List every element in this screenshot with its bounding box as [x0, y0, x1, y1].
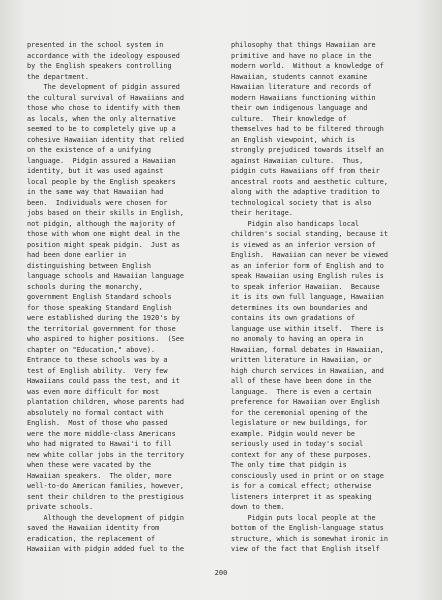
text-line: language schools and Hawaiian language: [27, 272, 185, 280]
text-line: an English viewpoint, which is: [231, 135, 355, 144]
text-line: bottom of the English-language status: [231, 524, 384, 532]
text-line: were the more middle-class Americans: [27, 429, 176, 438]
text-line: primitive and have no place in the: [231, 51, 372, 60]
text-line: schools during the monarchy,: [27, 282, 143, 291]
text-line: strongly prejudiced towards itself an: [231, 146, 384, 154]
text-line: in the same way that Hawaiian had: [27, 188, 164, 196]
text-line: culture. Their knowledge of: [231, 114, 347, 123]
text-line: English. Hawaiian can never be viewed: [231, 251, 389, 259]
right-text-column: [231, 40, 424, 555]
text-line: contains its own gradations of: [231, 314, 355, 322]
text-line: language. There is even a certain: [231, 387, 372, 396]
text-line: those with whom one might deal in the: [27, 230, 180, 238]
page-number: 200: [214, 569, 228, 577]
text-line: private schools.: [27, 503, 94, 511]
text-line: as locals, when the only alternative: [27, 114, 176, 123]
text-line: jobs based on their skills in English,: [27, 209, 185, 217]
text-line: as an inferior form of English and to: [231, 261, 384, 270]
text-line: is for a comical effect; otherwise: [231, 482, 372, 490]
text-line: Hawaiian with pidgin added fuel to the: [27, 545, 185, 553]
text-line: Entrance to these schools was by a: [27, 356, 168, 364]
text-line: absolutely no formal contact with: [27, 408, 164, 417]
text-line: for the ceremonial opening of the: [231, 408, 368, 417]
text-line: chapter on "Education," above).: [27, 345, 156, 354]
text-line: who had migrated to Hawai'i to fill: [27, 440, 172, 448]
text-line: example. Pidgin would never be: [231, 429, 355, 438]
text-line: well-to-do American families, however,: [27, 482, 185, 490]
text-line: all of these have been done in the: [231, 377, 372, 385]
text-line: The only time that pidgin is: [231, 461, 347, 469]
text-line: along with the adaptive tradition to: [231, 188, 380, 196]
text-line: for those speaking Standard English: [27, 303, 172, 312]
text-line: Hawaiian speakers. The older, more: [27, 471, 172, 480]
text-line: seriously used in today's social: [231, 440, 364, 448]
text-line: plantation children, whose parents had: [27, 398, 185, 406]
text-line: Hawaiian, formal debates in Hawaiian,: [231, 345, 384, 354]
text-line: been. Individuals were chosen for: [27, 198, 168, 207]
text-line: sent their children to the prestigious: [27, 492, 185, 501]
text-line: identity, but it was used against: [27, 167, 164, 175]
text-line: modern world. Without a knowledge of: [231, 62, 384, 70]
text-line: view of the fact that English itself: [231, 545, 380, 553]
text-line: those who chose to identify with them: [27, 104, 180, 112]
text-line: presented in the school system in: [27, 41, 164, 49]
text-line: no anomaly to having an opera in: [231, 335, 364, 343]
text-line: the territorial government for those: [27, 324, 176, 333]
text-line: on the existence of a unifying: [27, 146, 151, 154]
text-line: speak Hawaiian using English rules is: [231, 272, 384, 280]
text-line: Hawaiians could pass the test, and it: [27, 377, 180, 385]
text-line: The development of pidgin assured: [27, 83, 180, 91]
text-line: ancestral roots and aesthetic culture,: [231, 177, 389, 186]
text-line: test of English ability. Very few: [27, 366, 168, 375]
text-line: new white collar jobs in the territory: [27, 450, 185, 459]
text-line: government English Standard schools: [27, 293, 172, 301]
text-line: it is its own full language, Hawaiian: [231, 293, 384, 301]
text-line: listeners interpret it as speaking: [231, 492, 372, 501]
text-line: Pidgin puts local people at the: [231, 513, 376, 522]
text-line: language use within itself. There is: [231, 324, 384, 333]
text-line: was even more difficult for most: [27, 387, 160, 396]
text-line: had been done earlier in: [27, 251, 127, 259]
text-line: pidgin cuts Hawaiians off from their: [231, 167, 380, 175]
text-line: legislature or new buildings, for: [231, 419, 368, 427]
text-line: children's social standing, because it: [231, 230, 389, 238]
text-line: distinguishing between English: [27, 261, 151, 270]
text-line: language. Pidgin assured a Hawaiian: [27, 156, 176, 165]
text-line: English. Most of those who passed: [27, 419, 168, 427]
text-line: saved the Hawaiian identity from: [27, 524, 160, 532]
text-line: cohesive Hawaiian identity that relied: [27, 135, 185, 144]
text-line: when these were vacated by the: [27, 461, 151, 469]
text-line: local people by the English speakers: [27, 177, 176, 186]
text-line: their own indigenous language and: [231, 104, 368, 112]
text-line: accordance with the ideology espoused: [27, 51, 180, 60]
text-line: determines its own boundaries and: [231, 303, 368, 312]
text-line: written literature in Hawaiian, or: [231, 356, 372, 364]
text-line: context for any of these purposes.: [231, 450, 372, 459]
text-line: position might speak pidgin. Just as: [27, 240, 180, 249]
text-line: down to them.: [231, 503, 285, 511]
text-line: not pidgin, although the majority of: [27, 219, 176, 228]
text-line: Pidgin also handicaps local: [231, 219, 360, 228]
text-line: themselves had to be filtered through: [231, 125, 384, 133]
text-line: Hawaiian, students cannot examine: [231, 72, 368, 81]
text-line: consciously used in print or on stage: [231, 471, 384, 480]
text-line: structure, which is somewhat ironic in: [231, 534, 389, 543]
left-text-column: [27, 40, 220, 555]
text-line: to speak inferior Hawaiian. Because: [231, 282, 380, 291]
text-line: Although the development of pidgin: [27, 513, 185, 522]
text-line: technological society that is also: [231, 198, 372, 207]
text-line: who aspired to higher positions. (See: [27, 335, 185, 343]
text-line: their heritage.: [231, 209, 293, 217]
text-line: the department.: [27, 72, 89, 81]
text-line: seemed to be to completely give up a: [27, 125, 176, 133]
text-line: were established during the 1920's by: [27, 314, 180, 322]
text-line: modern Hawaiians functioning within: [231, 93, 376, 102]
text-line: high church services in Hawaiian, and: [231, 366, 384, 375]
text-line: against Hawaiian culture. Thus,: [231, 156, 364, 165]
text-line: Hawaiian literature and records of: [231, 83, 372, 91]
text-line: by the English speakers controlling: [27, 62, 172, 70]
text-line: eradication, the replacement of: [27, 534, 156, 543]
text-line: the cultural survival of Hawaiians and: [27, 93, 185, 102]
text-line: is viewed as an inferior version of: [231, 240, 376, 249]
text-line: philosophy that things Hawaiian are: [231, 41, 376, 49]
text-line: preference for Hawaiian over English: [231, 398, 380, 406]
